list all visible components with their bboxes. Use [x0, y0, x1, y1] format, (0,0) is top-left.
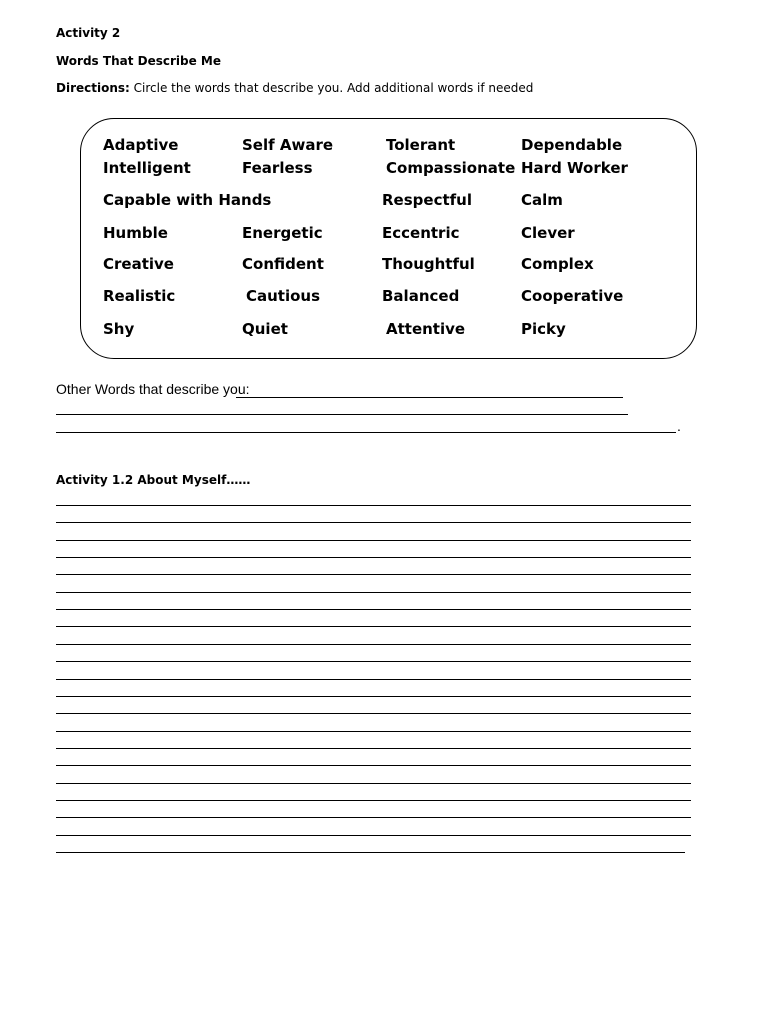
word-compassionate[interactable]: Compassionate: [386, 159, 516, 177]
writing-line[interactable]: [56, 505, 691, 506]
writing-line[interactable]: [56, 783, 691, 784]
writing-line[interactable]: [56, 679, 691, 680]
writing-line[interactable]: [56, 800, 691, 801]
writing-line[interactable]: [56, 748, 691, 749]
word-clever[interactable]: Clever: [521, 224, 575, 242]
writing-line[interactable]: [56, 522, 691, 523]
directions: [56, 81, 533, 95]
activity-title: Activity 2: [56, 26, 121, 40]
word-eccentric[interactable]: Eccentric: [382, 224, 460, 242]
word-picky[interactable]: Picky: [521, 320, 566, 338]
word-shy[interactable]: Shy: [103, 320, 135, 338]
word-attentive[interactable]: Attentive: [386, 320, 466, 338]
writing-line[interactable]: [56, 713, 691, 714]
word-quiet[interactable]: Quiet: [242, 320, 288, 338]
writing-line[interactable]: [56, 626, 691, 627]
word-complex[interactable]: Complex: [521, 255, 594, 273]
other-words-answer-line-2[interactable]: [56, 414, 628, 415]
writing-line[interactable]: [56, 609, 691, 610]
worksheet-subtitle: Words That Describe Me: [56, 54, 221, 68]
word-cautious[interactable]: Cautious: [246, 287, 321, 305]
word-energetic[interactable]: Energetic: [242, 224, 323, 242]
word-tolerant[interactable]: Tolerant: [386, 136, 456, 154]
word-thoughtful[interactable]: Thoughtful: [382, 255, 475, 273]
writing-line[interactable]: [56, 592, 691, 593]
writing-line[interactable]: [56, 540, 691, 541]
other-words-end-mark: .: [677, 418, 681, 434]
writing-line[interactable]: [56, 835, 691, 836]
word-cooperative[interactable]: Cooperative: [521, 287, 624, 305]
writing-line[interactable]: [56, 661, 691, 662]
writing-line[interactable]: [56, 644, 691, 645]
word-fearless[interactable]: Fearless: [242, 159, 313, 177]
word-dependable[interactable]: Dependable: [521, 136, 623, 154]
word-balanced[interactable]: Balanced: [382, 287, 460, 305]
word-calm[interactable]: Calm: [521, 191, 563, 209]
word-respectful[interactable]: Respectful: [382, 191, 472, 209]
word-creative[interactable]: Creative: [103, 255, 174, 273]
word-hard-worker[interactable]: Hard Worker: [521, 159, 628, 177]
writing-line[interactable]: [56, 696, 691, 697]
writing-line[interactable]: [56, 557, 691, 558]
word-intelligent[interactable]: Intelligent: [103, 159, 191, 177]
word-adaptive[interactable]: Adaptive: [103, 136, 179, 154]
writing-line[interactable]: [56, 731, 691, 732]
word-humble[interactable]: Humble: [103, 224, 168, 242]
activity-1-2-title: Activity 1.2 About Myself……: [56, 473, 251, 487]
writing-line[interactable]: [56, 574, 691, 575]
word-realistic[interactable]: Realistic: [103, 287, 176, 305]
word-capable-with-hands[interactable]: Capable with Hands: [103, 191, 272, 209]
other-words-answer-line-1[interactable]: [236, 397, 623, 398]
writing-line[interactable]: [56, 765, 691, 766]
directions-text: Circle the words that describe you. Add additional words if needed: [129, 81, 534, 95]
writing-line[interactable]: [56, 817, 691, 818]
directions-label: Directions:: [56, 81, 130, 95]
other-words-label: Other Words that describe you:: [56, 381, 250, 397]
other-words-answer-line-3[interactable]: [56, 432, 676, 433]
writing-line[interactable]: [56, 852, 685, 853]
word-confident[interactable]: Confident: [242, 255, 324, 273]
word-self-aware[interactable]: Self Aware: [242, 136, 334, 154]
